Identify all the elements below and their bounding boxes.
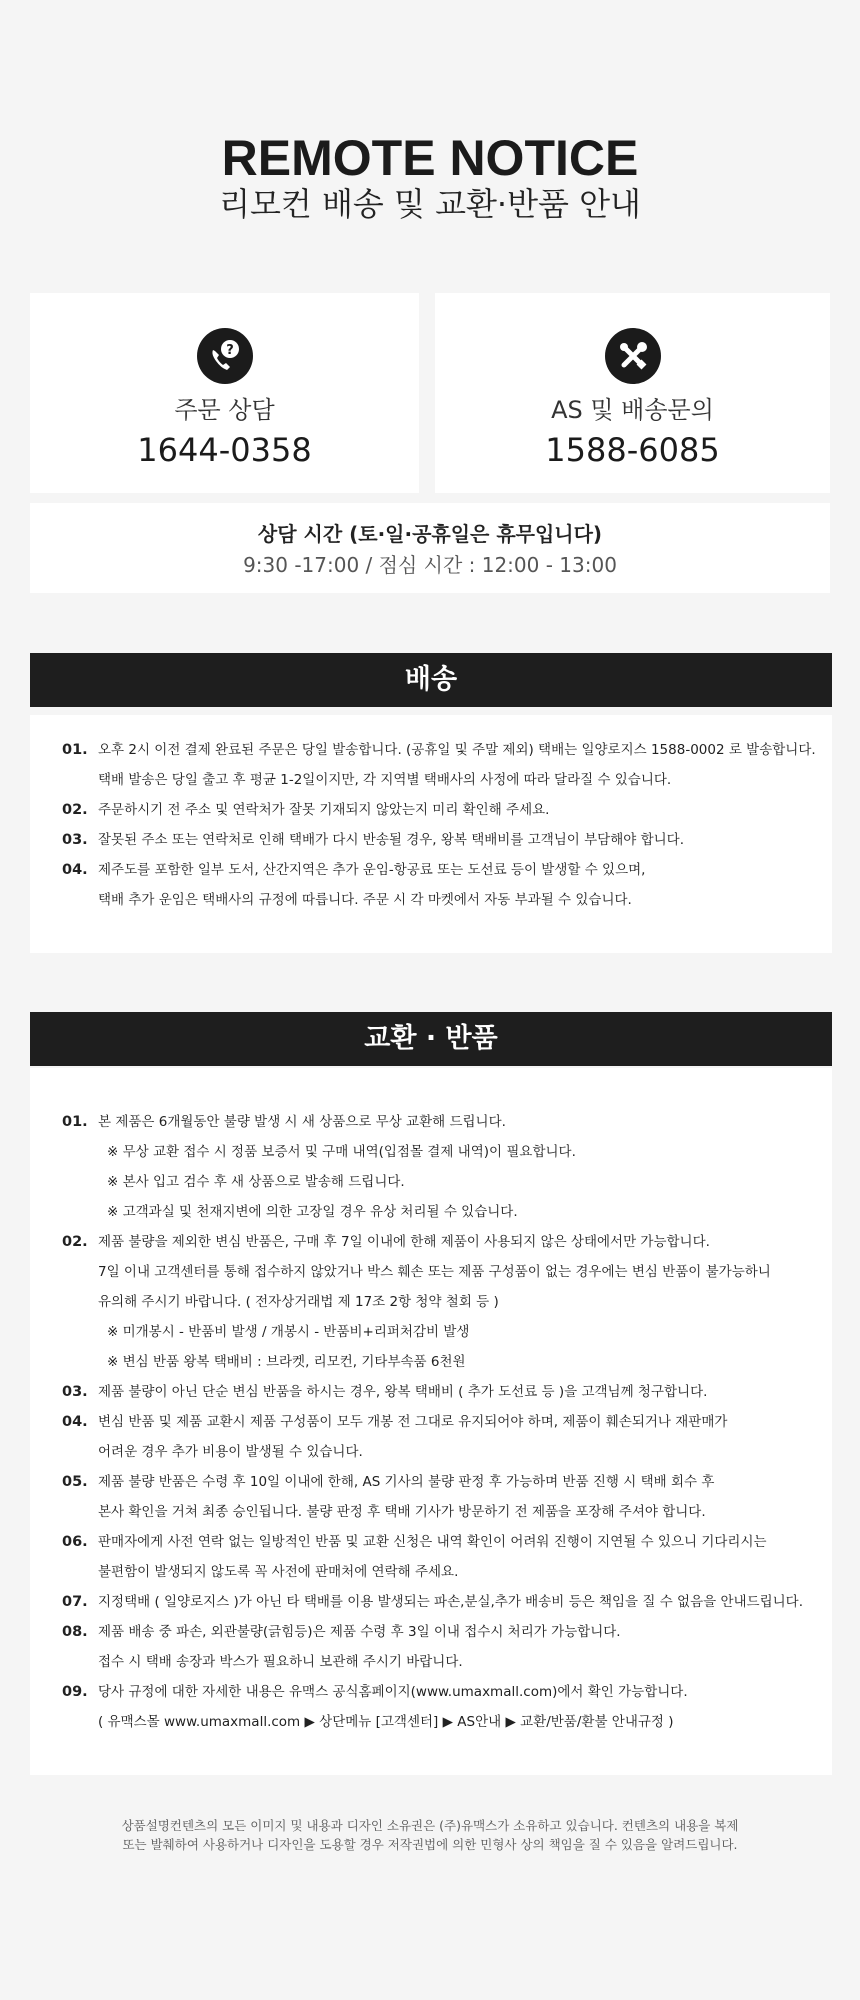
- business-hours-card: [30, 503, 830, 593]
- list-item: [30, 1137, 832, 1167]
- copyright-line-2: 또는 발췌하여 사용하거나 디자인을 도용할 경우 저작권법에 의한 민형사 상의 책임을 질 수 있음을 알려드립니다.: [122, 1837, 738, 1852]
- item-number: 04.: [62, 862, 88, 878]
- as-contact-label: AS 및 배송문의: [551, 396, 714, 424]
- item-text: ※ 미개봉시 - 반품비 발생 / 개봉시 - 반품비+리퍼처감비 발생: [107, 1324, 470, 1340]
- item-text: ※ 변심 반품 왕복 택배비 : 브라켓, 리모컨, 기타부속품 6천원: [107, 1354, 466, 1370]
- item-text: 변심 반품 및 제품 교환시 제품 구성품이 모두 개봉 전 그대로 유지되어야 하며, 제품이 훼손되거나 재판매가: [98, 1414, 728, 1430]
- item-text: 택배 추가 운임은 택배사의 규정에 따릅니다. 주문 시 각 마켓에서 자동 부과될 수 있습니다.: [98, 892, 632, 908]
- item-text: 본 제품은 6개월동안 불량 발생 시 새 상품으로 무상 교환해 드립니다.: [98, 1114, 506, 1130]
- phone-question-icon: [197, 328, 253, 384]
- order-contact-card: [30, 293, 419, 493]
- item-text: 주문하시기 전 주소 및 연락처가 잘못 기재되지 않았는지 미리 확인해 주세요.: [98, 802, 550, 818]
- item-number: 03.: [62, 1384, 88, 1400]
- item-number: 09.: [62, 1684, 88, 1700]
- svg-text:?: ?: [225, 343, 234, 358]
- list-item: [30, 1317, 832, 1347]
- item-number: 08.: [62, 1624, 88, 1640]
- item-text: 잘못된 주소 또는 연락처로 인해 택배가 다시 반송될 경우, 왕복 택배비를 고객님이 부담해야 합니다.: [98, 832, 685, 848]
- item-number: 06.: [62, 1534, 88, 1550]
- order-contact-label: 주문 상담: [174, 396, 275, 424]
- item-number: 03.: [62, 832, 88, 848]
- tools-icon: [605, 328, 661, 384]
- item-number: 02.: [62, 1234, 88, 1250]
- list-item: [30, 1527, 832, 1557]
- list-item: [30, 1557, 832, 1587]
- list-item: [30, 1437, 832, 1467]
- list-item: [30, 1497, 832, 1527]
- list-item: [30, 795, 832, 825]
- list-item: [30, 1197, 832, 1227]
- item-text: 어려운 경우 추가 비용이 발생될 수 있습니다.: [98, 1444, 363, 1460]
- as-contact-phone: 1588-6085: [545, 431, 720, 469]
- list-item: [30, 1407, 832, 1437]
- item-text: ※ 본사 입고 검수 후 새 상품으로 발송해 드립니다.: [107, 1174, 405, 1190]
- list-item: [30, 1587, 832, 1617]
- item-number: 05.: [62, 1474, 88, 1490]
- list-item: [30, 825, 832, 855]
- list-item: [30, 1107, 832, 1137]
- list-item: [30, 1617, 832, 1647]
- item-text: 오후 2시 이전 결제 완료된 주문은 당일 발송합니다. (공휴일 및 주말 제외) 택배는 일양로지스 1588-0002 로 발송합니다.: [98, 742, 816, 758]
- list-item: [30, 735, 832, 765]
- returns-section-header: 교환 · 반품: [30, 1012, 832, 1066]
- list-item: [30, 1227, 832, 1257]
- item-text: 불편함이 발생되지 않도록 꼭 사전에 판매처에 연락해 주세요.: [98, 1564, 459, 1580]
- item-text: 유의해 주시기 바랍니다. ( 전자상거래법 제 17조 2항 청약 철회 등 ): [98, 1294, 499, 1310]
- returns-section-body: [30, 1068, 832, 1775]
- item-text: 당사 규정에 대한 자세한 내용은 유맥스 공식홈페이지(www.umaxmall.com)에서 확인 가능합니다.: [98, 1684, 688, 1700]
- list-item: [30, 1467, 832, 1497]
- item-text: 제품 배송 중 파손, 외관불량(긁힘등)은 제품 수령 후 3일 이내 접수시 처리가 가능합니다.: [98, 1624, 621, 1640]
- list-item: [30, 1287, 832, 1317]
- business-hours-title: 상담 시간 (토·일·공휴일은 휴무입니다): [257, 522, 603, 546]
- title-korean: 리모컨 배송 및 교환·반품 안내: [219, 185, 641, 223]
- copyright-footer: [0, 1816, 860, 1854]
- item-number: 07.: [62, 1594, 88, 1610]
- shipping-section-body: [30, 715, 832, 953]
- item-text: 택배 발송은 당일 출고 후 평균 1-2일이지만, 각 지역별 택배사의 사정에 따라 달라질 수 있습니다.: [98, 772, 672, 788]
- item-text: ※ 무상 교환 접수 시 정품 보증서 및 구매 내역(입점몰 결제 내역)이 필요합니다.: [107, 1144, 576, 1160]
- shipping-section-header: 배송: [30, 653, 832, 707]
- item-text: ( 유맥스몰 www.umaxmall.com ▶ 상단메뉴 [고객센터] ▶ AS안내 ▶ 교환/반품/환불 안내규정 ): [98, 1714, 674, 1730]
- item-text: 7일 이내 고객센터를 통해 접수하지 않았거나 박스 훼손 또는 제품 구성품이 없는 경우에는 변심 반품이 불가능하니: [98, 1264, 771, 1280]
- list-item: [30, 885, 832, 915]
- list-item: [30, 1377, 832, 1407]
- list-item: [30, 855, 832, 885]
- item-text: 제품 불량이 아닌 단순 변심 반품을 하시는 경우, 왕복 택배비 ( 추가 도선료 등 )을 고객님께 청구합니다.: [98, 1384, 708, 1400]
- as-contact-card: [435, 293, 830, 493]
- item-text: 제품 불량 반품은 수령 후 10일 이내에 한해, AS 기사의 불량 판정 후 가능하며 반품 진행 시 택배 회수 후: [98, 1474, 715, 1490]
- business-hours-time: 9:30 -17:00 / 점심 시간 : 12:00 - 13:00: [243, 553, 617, 577]
- item-text: 제품 불량을 제외한 변심 반품은, 구매 후 7일 이내에 한해 제품이 사용되지 않은 상태에서만 가능합니다.: [98, 1234, 710, 1250]
- item-text: 제주도를 포함한 일부 도서, 산간지역은 추가 운임-항공료 또는 도선료 등이 발생할 수 있으며,: [98, 862, 646, 878]
- item-number: 01.: [62, 1114, 88, 1130]
- list-item: [30, 1167, 832, 1197]
- item-text: 접수 시 택배 송장과 박스가 필요하니 보관해 주시기 바랍니다.: [98, 1654, 463, 1670]
- item-number: 01.: [62, 742, 88, 758]
- item-text: 지정택배 ( 일양로지스 )가 아닌 타 택배를 이용 발생되는 파손,분실,추가 배송비 등은 책임을 질 수 없음을 안내드립니다.: [98, 1594, 803, 1610]
- copyright-line-1: 상품설명컨텐츠의 모든 이미지 및 내용과 디자인 소유권은 (주)유맥스가 소유하고 있습니다. 컨텐츠의 내용을 복제: [121, 1818, 739, 1833]
- item-text: ※ 고객과실 및 천재지변에 의한 고장일 경우 유상 처리될 수 있습니다.: [107, 1204, 518, 1220]
- order-contact-phone: 1644-0358: [137, 431, 312, 469]
- list-item: [30, 1677, 832, 1707]
- list-item: [30, 1347, 832, 1377]
- list-item: [30, 1647, 832, 1677]
- list-item: [30, 1707, 832, 1737]
- item-number: 02.: [62, 802, 88, 818]
- title-english: REMOTE NOTICE: [221, 130, 639, 186]
- item-number: 04.: [62, 1414, 88, 1430]
- item-text: 본사 확인을 거쳐 최종 승인됩니다. 불량 판정 후 택배 기사가 방문하기 전 제품을 포장해 주셔야 합니다.: [98, 1504, 706, 1520]
- list-item: [30, 1257, 832, 1287]
- list-item: [30, 765, 832, 795]
- item-text: 판매자에게 사전 연락 없는 일방적인 반품 및 교환 신청은 내역 확인이 어려워 진행이 지연될 수 있으니 기다리시는: [98, 1534, 767, 1550]
